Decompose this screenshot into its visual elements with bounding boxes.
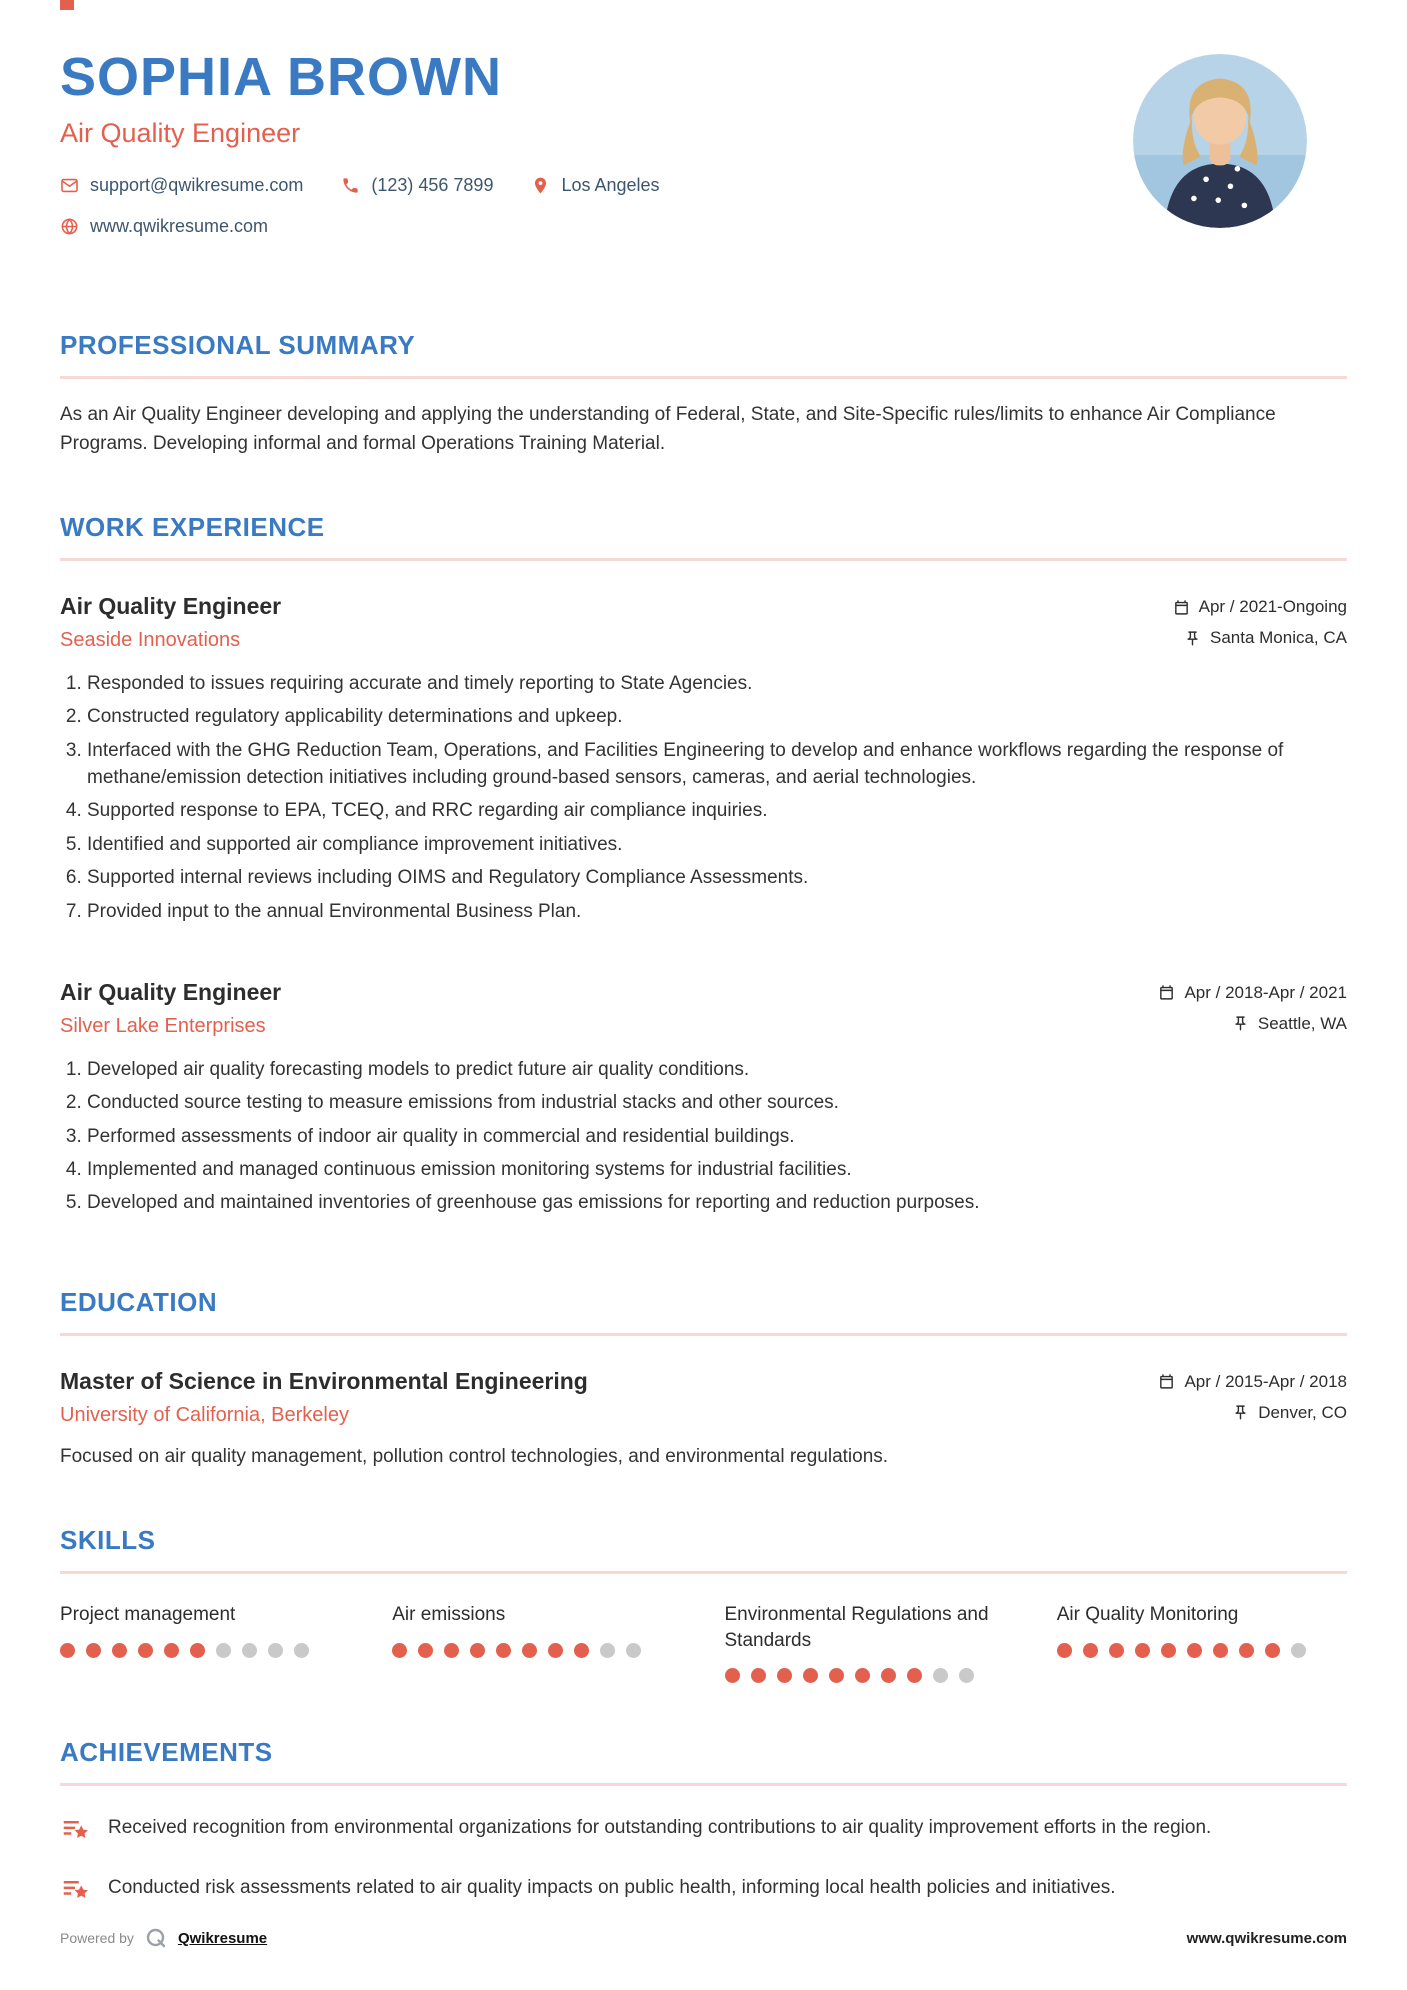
job-dates-text: Apr / 2021-Ongoing: [1198, 597, 1347, 616]
skill-dot: [242, 1643, 257, 1658]
skill-dot: [574, 1643, 589, 1658]
skill-rating: [60, 1643, 350, 1658]
skill-dot: [600, 1643, 615, 1658]
skill-dot: [829, 1668, 844, 1683]
education-meta-block: [1158, 1368, 1347, 1423]
skill-rating: [1057, 1643, 1347, 1658]
job-header: [60, 593, 1347, 652]
education-heading: EDUCATION: [60, 1287, 1347, 1336]
achievement-text: Conducted risk assessments related to air quality impacts on public health, informing local health policies and initiatives.: [108, 1877, 1116, 1899]
qwikresume-logo-icon: [144, 1926, 168, 1950]
bullet-item: 1. Developed air quality forecasting models to predict future air quality conditions.: [87, 1056, 1347, 1083]
job-meta-block: [1158, 979, 1347, 1034]
bullet-item: 4. Supported response to EPA, TCEQ, and RRC regarding air compliance inquiries.: [87, 797, 1347, 824]
bullet-item: 7. Provided input to the annual Environmental Business Plan.: [87, 898, 1347, 925]
calendar-icon: [1158, 1373, 1175, 1390]
calendar-icon: [1158, 984, 1175, 1001]
skill-dot: [933, 1668, 948, 1683]
education-school: University of California, Berkeley: [60, 1403, 349, 1426]
skill-item: [1057, 1602, 1347, 1683]
skill-dot: [1187, 1643, 1202, 1658]
skill-dot: [496, 1643, 511, 1658]
skill-dot: [190, 1643, 205, 1658]
section-achievements: [60, 1737, 1347, 1906]
bullet-item: 5. Identified and supported air compliance improvement initiatives.: [87, 831, 1347, 858]
profile-photo: [1133, 54, 1307, 228]
job-location: [1173, 628, 1347, 648]
skill-rating: [392, 1643, 682, 1658]
job-company: Seaside Innovations: [60, 629, 241, 651]
location-pin-icon: [531, 176, 550, 195]
work-heading: WORK EXPERIENCE: [60, 512, 1347, 561]
education-dates: [1158, 1372, 1347, 1392]
website-row: [60, 216, 1347, 237]
education-entry: [60, 1368, 1347, 1472]
footer-website: www.qwikresume.com: [1186, 1929, 1347, 1947]
skill-dot: [751, 1668, 766, 1683]
skill-name: Project management: [60, 1604, 236, 1626]
bullet-item: 4. Implemented and managed continuous emission monitoring systems for industrial facilities.: [87, 1156, 1347, 1183]
skill-dot: [1265, 1643, 1280, 1658]
job-bullets: [60, 670, 1347, 925]
skill-dot: [522, 1643, 537, 1658]
globe-icon: [60, 217, 79, 236]
bullet-item: 2. Constructed regulatory applicability determinations and upkeep.: [87, 703, 1347, 730]
job-dates-text: Apr / 2018-Apr / 2021: [1184, 982, 1347, 1002]
skill-dot: [164, 1643, 179, 1658]
job-entry: [60, 979, 1347, 1217]
skill-dot: [1291, 1643, 1306, 1658]
section-work-experience: [60, 512, 1347, 1217]
pushpin-icon: [1232, 1015, 1249, 1032]
education-degree: Master of Science in Environmental Engineering: [60, 1367, 588, 1394]
summary-heading: PROFESSIONAL SUMMARY: [60, 330, 1347, 379]
phone-icon: [341, 176, 360, 195]
skill-dot: [392, 1643, 407, 1658]
header: [60, 46, 1347, 276]
skill-dot: [803, 1668, 818, 1683]
qwikresume-brand-link[interactable]: Qwikresume: [177, 1929, 268, 1947]
skill-dot: [470, 1643, 485, 1658]
section-summary: [60, 330, 1347, 458]
achievements-heading: ACHIEVEMENTS: [60, 1737, 1347, 1786]
top-accent-mark: [60, 0, 74, 10]
job-title: Air Quality Engineer: [60, 978, 282, 1005]
person-title: Air Quality Engineer: [60, 118, 301, 148]
person-name: SOPHIA BROWN: [60, 47, 502, 107]
section-education: [60, 1287, 1347, 1472]
bullet-item: 3. Performed assessments of indoor air quality in commercial and residential buildings.: [87, 1123, 1347, 1150]
skill-dot: [1239, 1643, 1254, 1658]
skill-dot: [777, 1668, 792, 1683]
pushpin-icon: [1184, 630, 1201, 647]
skill-name: Environmental Regulations and Standards: [724, 1604, 989, 1651]
contact-email: [60, 175, 303, 196]
achievement-text: Received recognition from environmental organizations for outstanding contributions to air quality improvement efforts in the region.: [108, 1817, 1212, 1839]
skill-dot: [1161, 1643, 1176, 1658]
phone-text: (123) 456 7899: [371, 175, 494, 195]
job-entry: [60, 593, 1347, 925]
education-title-block: [60, 1368, 588, 1427]
skills-heading: SKILLS: [60, 1525, 1347, 1574]
location-text: Los Angeles: [561, 175, 660, 195]
footer-branding: [60, 1926, 267, 1950]
section-skills: [60, 1525, 1347, 1683]
skill-dot: [444, 1643, 459, 1658]
skill-dot: [1213, 1643, 1228, 1658]
education-location: [1158, 1403, 1347, 1423]
achievement-award-icon: [60, 1876, 90, 1906]
skill-dot: [881, 1668, 896, 1683]
skill-dot: [138, 1643, 153, 1658]
job-location: [1158, 1014, 1347, 1034]
contact-location: [531, 175, 659, 196]
pushpin-icon: [1232, 1404, 1249, 1421]
skill-dot: [216, 1643, 231, 1658]
skill-dot: [907, 1668, 922, 1683]
skill-item: [392, 1602, 682, 1683]
contact-website: [60, 216, 268, 237]
skill-dot: [418, 1643, 433, 1658]
job-title-block: [60, 979, 281, 1038]
education-dates-text: Apr / 2015-Apr / 2018: [1184, 1371, 1347, 1391]
skill-dot: [1135, 1643, 1150, 1658]
job-company: Silver Lake Enterprises: [60, 1014, 266, 1037]
bullet-item: 3. Interfaced with the GHG Reduction Team, Operations, and Facilities Engineering to develop and enhance workflows regarding the response of methane/emission detection initiatives including ground-based sensors, cameras, and aerial technologies.: [87, 737, 1347, 792]
skill-rating: [725, 1668, 1015, 1683]
bullet-item: 6. Supported internal reviews including OIMS and Regulatory Compliance Assessments.: [87, 864, 1347, 891]
education-description: Focused on air quality management, pollution control technologies, and environmental regulations.: [60, 1445, 889, 1467]
achievement-award-icon: [60, 1816, 90, 1846]
skill-item: [60, 1602, 350, 1683]
email-text: support@qwikresume.com: [90, 175, 304, 195]
contact-phone: [341, 175, 493, 196]
job-location-text: Seattle, WA: [1257, 1013, 1347, 1033]
skills-grid: [60, 1602, 1347, 1683]
job-dates: [1173, 597, 1347, 617]
job-title-block: [60, 593, 281, 652]
skill-dot: [60, 1643, 75, 1658]
skill-dot: [626, 1643, 641, 1658]
bullet-item: 1. Responded to issues requiring accurate and timely reporting to State Agencies.: [87, 670, 1347, 697]
skill-name: Air emissions: [392, 1604, 506, 1626]
skill-dot: [725, 1668, 740, 1683]
skill-name: Air Quality Monitoring: [1056, 1604, 1239, 1626]
email-icon: [60, 176, 79, 195]
skill-dot: [1057, 1643, 1072, 1658]
job-bullets: [60, 1056, 1347, 1217]
skill-dot: [959, 1668, 974, 1683]
job-location-text: Santa Monica, CA: [1209, 628, 1347, 647]
skill-dot: [1083, 1643, 1098, 1658]
education-location-text: Denver, CO: [1258, 1402, 1347, 1422]
achievement-item: [60, 1814, 1347, 1846]
powered-by-label: Powered by: [60, 1930, 134, 1946]
job-dates: [1158, 983, 1347, 1003]
job-meta-block: [1173, 593, 1347, 648]
summary-text: As an Air Quality Engineer developing and applying the understanding of Federal, State, and Site-Specific rules/limits to enhance Air Compliance Programs. Developing informal and formal Operations Training Material.: [60, 404, 1276, 454]
bullet-item: 2. Conducted source testing to measure emissions from industrial stacks and other sources.: [87, 1089, 1347, 1116]
job-header: [60, 979, 1347, 1038]
calendar-icon: [1173, 599, 1190, 616]
skill-dot: [548, 1643, 563, 1658]
achievement-item: [60, 1874, 1347, 1906]
skill-dot: [86, 1643, 101, 1658]
job-title: Air Quality Engineer: [60, 593, 282, 619]
website-text: www.qwikresume.com: [90, 216, 269, 236]
skill-dot: [855, 1668, 870, 1683]
bullet-item: 5. Developed and maintained inventories of greenhouse gas emissions for reporting and reduction purposes.: [87, 1189, 1347, 1216]
footer: [60, 1926, 1347, 1950]
skill-dot: [294, 1643, 309, 1658]
education-header: [60, 1368, 1347, 1427]
skill-dot: [268, 1643, 283, 1658]
skill-dot: [112, 1643, 127, 1658]
skill-dot: [1109, 1643, 1124, 1658]
skill-item: [725, 1602, 1015, 1683]
